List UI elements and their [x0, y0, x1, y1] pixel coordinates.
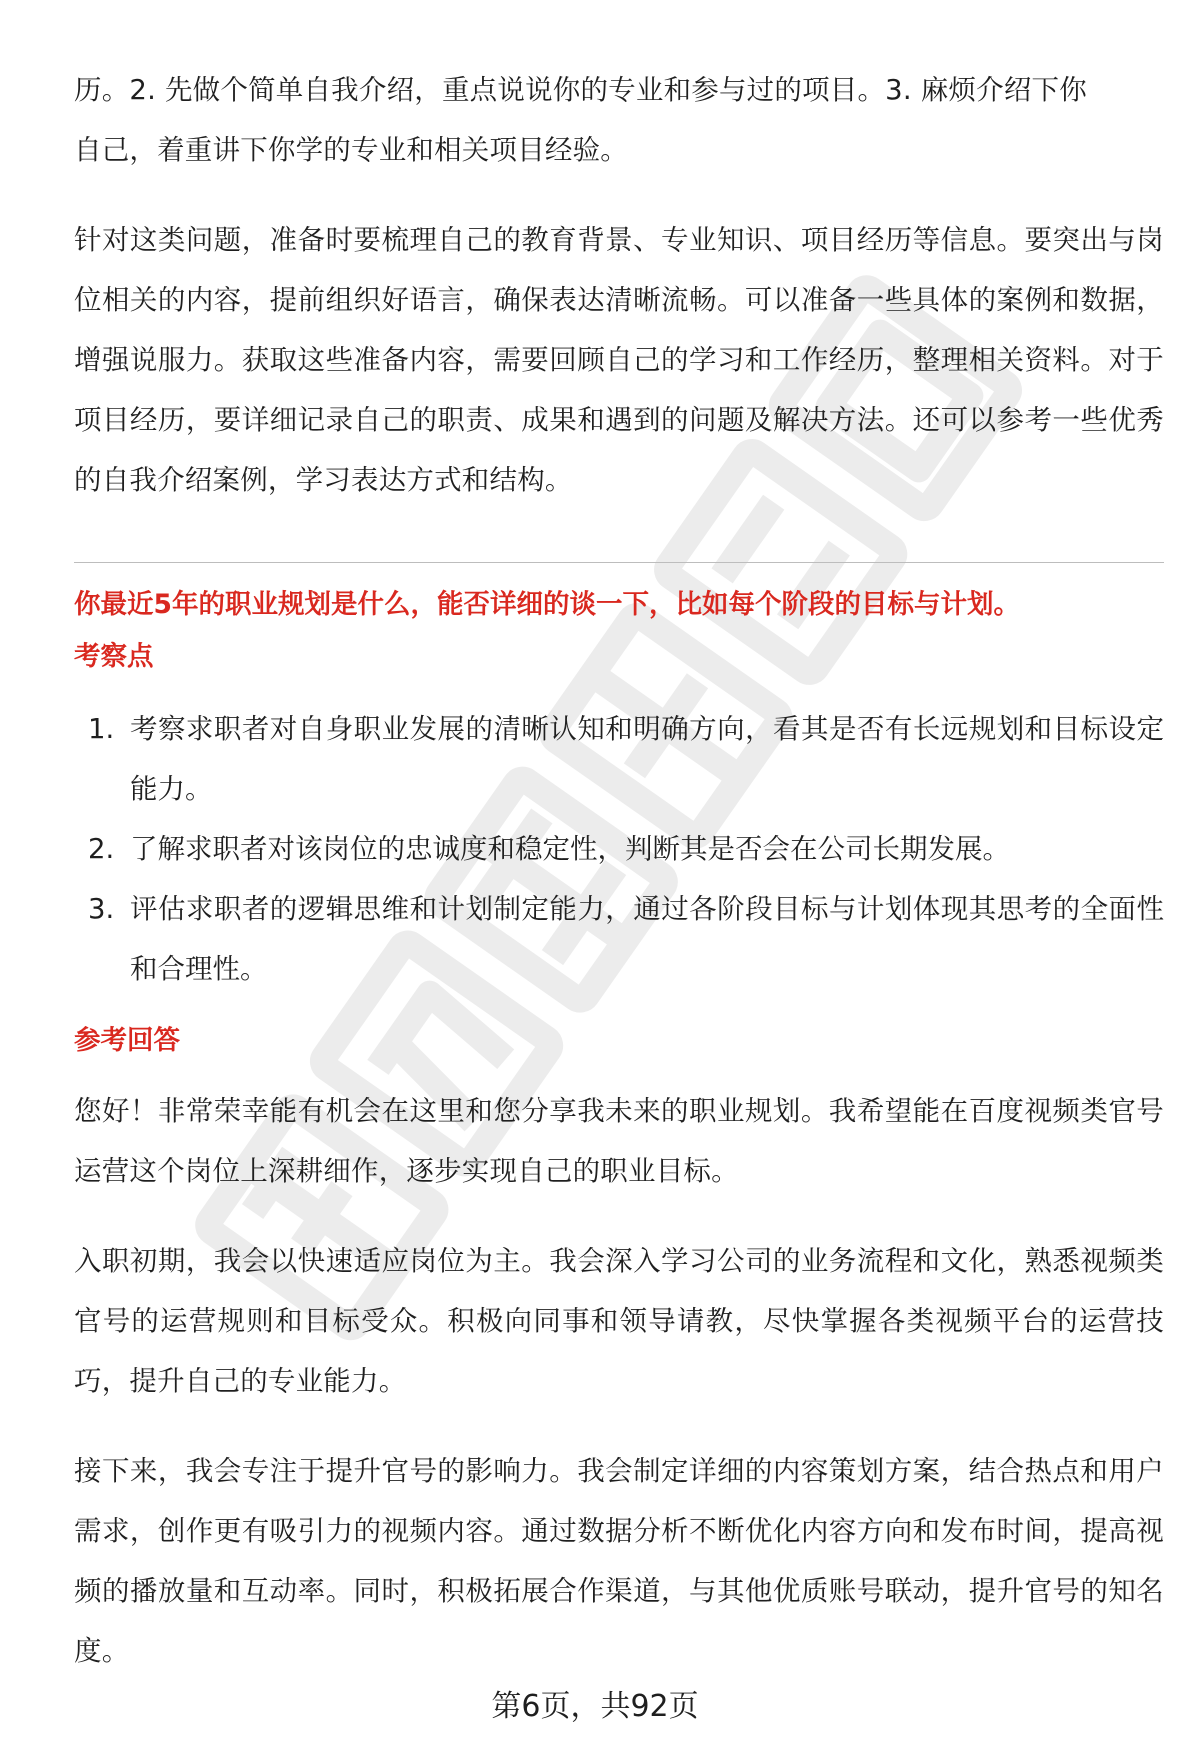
- point-text: 评估求职者的逻辑思维和计划制定能力，通过各阶段目标与计划体现其思考的全面性和合理性。: [130, 893, 1164, 985]
- section-divider: [74, 562, 1164, 563]
- assessment-point: [74, 879, 1164, 999]
- intro-line-2: 自己，着重讲下你学的专业和相关项目经验。: [74, 134, 628, 166]
- point-number: 1.: [88, 713, 115, 745]
- assessment-label: 考察点: [74, 641, 154, 672]
- assessment-point: [74, 699, 1164, 819]
- interview-question: 你最近5年的职业规划是什么，能否详细的谈一下，比如每个阶段的目标与计划。: [74, 589, 1020, 620]
- answer-paragraph-2: 入职初期，我会以快速适应岗位为主。我会深入学习公司的业务流程和文化，熟悉视频类官号的运营规则和目标受众。积极向同事和领导请教，尽快掌握各类视频平台的运营技巧，提升自己的专业能力。: [74, 1245, 1164, 1397]
- point-number: 3.: [88, 893, 115, 925]
- answer-paragraph-3: 接下来，我会专注于提升官号的影响力。我会制定详细的内容策划方案，结合热点和用户需求，创作更有吸引力的视频内容。通过数据分析不断优化内容方向和发布时间，提高视频的播放量和互动率。同时，积极拓展合作渠道，与其他优质账号联动，提升官号的知名度。: [74, 1455, 1164, 1667]
- answer-label: 参考回答: [74, 1025, 180, 1056]
- assessment-points: [74, 699, 1164, 999]
- assessment-point: [74, 819, 1164, 879]
- point-text: 了解求职者对该岗位的忠诚度和稳定性，判断其是否会在公司长期发展。: [130, 833, 1010, 865]
- page-number: 第6页，共92页: [491, 1689, 699, 1724]
- answer-paragraph-1: 您好！非常荣幸能有机会在这里和您分享我未来的职业规划。我希望能在百度视频类官号运营这个岗位上深耕细作，逐步实现自己的职业目标。: [74, 1095, 1164, 1187]
- intro-line-1: 历。2. 先做个简单自我介绍，重点说说你的专业和参与过的项目。3. 麻烦介绍下你: [74, 74, 1087, 106]
- main-content: [74, 60, 1164, 1681]
- point-number: 2.: [88, 833, 115, 865]
- advice-paragraph: 针对这类问题，准备时要梳理自己的教育背景、专业知识、项目经历等信息。要突出与岗位相关的内容，提前组织好语言，确保表达清晰流畅。可以准备一些具体的案例和数据，增强说服力。获取这些准备内容，需要回顾自己的学习和工作经历，整理相关资料。对于项目经历，要详细记录自己的职责、成果和遇到的问题及解决方法。还可以参考一些优秀的自我介绍案例，学习表达方式和结构。: [74, 224, 1164, 496]
- point-text: 考察求职者对自身职业发展的清晰认知和明确方向，看其是否有长远规划和目标设定能力。: [130, 713, 1164, 805]
